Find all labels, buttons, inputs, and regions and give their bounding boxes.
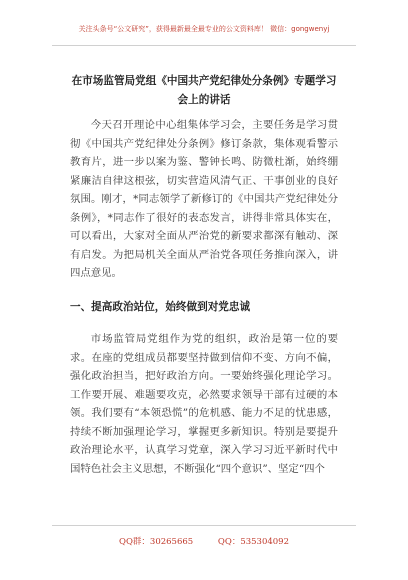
section-1-paragraph: 市场监管局党组作为党的组织，政治是第一位的要求。在座的党组成员都要坚持做到信仰不变、方向不偏，强化政治担当，把好政治方向。一要始终强化理论学习。工作要开展、难题要攻克，必然要求领导干部有过硬的本领。我们要有“本领恐慌”的危机感、能力不足的忧患感，持续不断加强理论学习，掌握更多新知识。特别是要提升政治理论水平，认真学习党章，深入学习习近平新时代中国特色社会主义思想，不断强化“四个意识”、坚定“四个 — [70, 333, 338, 475]
header-divider — [52, 45, 356, 46]
title-line-1: 在市场监管局党组《中国共产党纪律处分条例》专题学习 — [71, 75, 337, 87]
title-line-2: 会上的讲话 — [177, 94, 231, 106]
footer-qq-group: QQ群：30265665 — [118, 537, 194, 547]
intro-paragraph: 今天召开理论中心组集体学习会，主要任务是学习贯彻《中国共产党纪律处分条例》修订条款，集体观看警示教育片，进一步以案为鉴、警钟长鸣、防微杜渐，始终绷紧廉洁自律这根弦，切实营造风清气正、干事创业的良好氛围。刚才，*同志领学了新修订的《中国共产党纪律处分条例》，*同志作了很好的表态发言，讲得非常具体实在，可以看出，大家对全面从严治党的新要求都深有触动、深有启发。为把局机关全面从严治党各项任务推向深入，讲四点意见。 — [70, 119, 338, 279]
section-heading-1: 一、提高政治站位，始终做到对党忠诚 — [70, 300, 251, 313]
footer-contact — [0, 535, 408, 547]
footer-divider — [52, 525, 356, 526]
header-banner: 关注头条号“公文研究”，获得最新最全最专业的公文资料库！ 微信：gongwenyj — [78, 25, 330, 33]
document-title — [40, 72, 368, 110]
document-body — [70, 116, 338, 478]
footer-qq: QQ：535304092 — [217, 537, 289, 547]
